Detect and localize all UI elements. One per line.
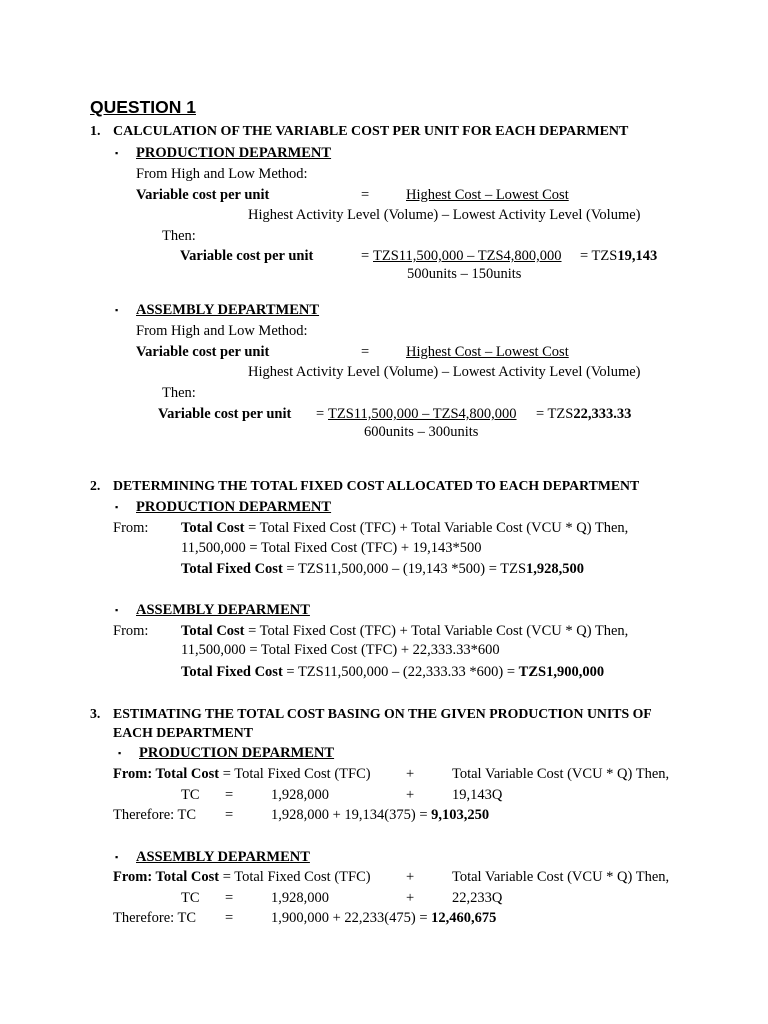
s1-assembly-then: Then: xyxy=(162,385,196,401)
s3-assembly-variable-q: 22,233Q xyxy=(452,890,503,906)
s1-production-then: Then: xyxy=(162,228,196,244)
s3-production-tfc-value: 1,928,000 xyxy=(271,787,329,803)
s3-assembly-plus-2: + xyxy=(406,890,415,906)
s1-assembly-formula-denominator: Highest Activity Level (Volume) – Lowest Activity Level (Volume) xyxy=(248,364,641,380)
section-3-heading-line2: EACH DEPARTMENT xyxy=(113,725,253,740)
s3-assembly-equals: = xyxy=(225,890,234,906)
s2-production-tfc-label: Total Fixed Cost xyxy=(181,561,283,577)
s1-assembly-calc-label: Variable cost per unit xyxy=(158,406,292,422)
s2-assembly-from: From: xyxy=(113,623,149,639)
s3-production-from-line xyxy=(113,765,371,783)
s2-assembly-tfc-line xyxy=(181,663,604,681)
s2-assembly-heading: ASSEMBLY DEPARMENT xyxy=(136,602,310,618)
s2-assembly-tc-label: Total Cost xyxy=(181,623,245,639)
s1-production-equals: = xyxy=(361,187,370,203)
s1-production-calc-label: Variable cost per unit xyxy=(180,248,314,264)
s2-assembly-tfc-label: Total Fixed Cost xyxy=(181,664,283,680)
s2-production-tc-rest: = Total Fixed Cost (TFC) + Total Variable Cost (VCU * Q) Then, xyxy=(244,520,629,536)
s1-assembly-result-prefix: = TZS xyxy=(536,406,574,422)
s1-assembly-calc-numerator: TZS11,500,000 – TZS4,800,000 xyxy=(328,406,517,422)
s3-assembly-equals-2: = xyxy=(225,910,234,926)
s3-assembly-calc: 1,900,000 + 22,233(475) = xyxy=(271,910,432,926)
s3-production-calc: 1,928,000 + 19,134(375) = xyxy=(271,807,432,823)
s3-production-from-label: From: Total Cost xyxy=(113,766,220,782)
s2-assembly-tfc-value: TZS1,900,000 xyxy=(518,664,605,680)
s3-production-equals-2: = xyxy=(225,807,234,823)
s1-production-calc-equals: = xyxy=(361,248,370,264)
s2-production-from: From: xyxy=(113,520,149,536)
section-2-heading: DETERMINING THE TOTAL FIXED COST ALLOCATED TO EACH DEPARTMENT xyxy=(113,478,640,493)
s2-assembly-tc-rest: = Total Fixed Cost (TFC) + Total Variable Cost (VCU * Q) Then, xyxy=(244,623,629,639)
s1-production-vcu-label: Variable cost per unit xyxy=(136,187,270,203)
s3-assembly-calc-line xyxy=(271,909,496,927)
s3-assembly-tfc-value: 1,928,000 xyxy=(271,890,329,906)
s1-production-calc-numerator: TZS11,500,000 – TZS4,800,000 xyxy=(373,248,562,264)
s3-production-heading: PRODUCTION DEPARMENT xyxy=(139,745,335,761)
bullet-icon: ▪ xyxy=(115,605,119,615)
page-title: QUESTION 1 xyxy=(90,97,196,117)
s2-production-tc-label: Total Cost xyxy=(181,520,245,536)
s1-assembly-calc-result xyxy=(536,405,631,423)
s3-production-plus: + xyxy=(406,766,415,782)
s3-production-variable-q: 19,143Q xyxy=(452,787,503,803)
section-2-number: 2. xyxy=(90,478,101,493)
section-1-heading: CALCULATION OF THE VARIABLE COST PER UNIT FOR EACH DEPARMENT xyxy=(113,124,629,139)
s3-assembly-from-label: From: Total Cost xyxy=(113,869,220,885)
s1-production-calc-denominator: 500units – 150units xyxy=(407,266,522,282)
bullet-icon: ▪ xyxy=(115,852,119,862)
s2-assembly-total-cost-line xyxy=(181,622,628,640)
s1-assembly-equals: = xyxy=(361,344,370,360)
s3-production-therefore: Therefore: TC xyxy=(113,807,197,823)
s3-production-equals: = xyxy=(225,787,234,803)
s1-assembly-calc-denominator: 600units – 300units xyxy=(364,424,479,440)
section-3-number: 3. xyxy=(90,706,101,721)
s1-production-heading: PRODUCTION DEPARMENT xyxy=(136,145,332,161)
s1-assembly-result-value: 22,333.33 xyxy=(573,406,632,422)
s1-production-formula-denominator: Highest Activity Level (Volume) – Lowest Activity Level (Volume) xyxy=(248,207,641,223)
s2-production-total-cost-line xyxy=(181,519,628,537)
s1-assembly-vcu-label: Variable cost per unit xyxy=(136,344,270,360)
s3-assembly-plus: + xyxy=(406,869,415,885)
s3-production-tvc: Total Variable Cost (VCU * Q) Then, xyxy=(452,766,670,782)
section-1-number: 1. xyxy=(90,124,101,139)
s1-assembly-formula-numerator: Highest Cost – Lowest Cost xyxy=(406,344,569,360)
s2-production-heading: PRODUCTION DEPARMENT xyxy=(136,499,332,515)
s1-production-method: From High and Low Method: xyxy=(136,166,308,182)
s3-assembly-from-line xyxy=(113,868,371,886)
s1-production-result-prefix: = TZS xyxy=(580,248,618,264)
bullet-icon: ▪ xyxy=(118,748,122,758)
s1-assembly-calc-equals: = xyxy=(316,406,325,422)
bullet-icon: ▪ xyxy=(115,305,119,315)
s2-assembly-tfc-rest: = TZS11,500,000 – (22,333.33 *600) = xyxy=(282,664,519,680)
section-3-heading-line1: ESTIMATING THE TOTAL COST BASING ON THE GIVEN PRODUCTION UNITS OF xyxy=(113,706,652,721)
s3-production-calc-line xyxy=(271,806,489,824)
s3-assembly-tc: TC xyxy=(181,890,200,906)
s2-production-tfc-rest: = TZS11,500,000 – (19,143 *500) = TZS xyxy=(282,561,527,577)
s3-production-from-rest: = Total Fixed Cost (TFC) xyxy=(219,766,371,782)
s3-production-plus-2: + xyxy=(406,787,415,803)
s2-production-tfc-line xyxy=(181,560,584,578)
s1-assembly-heading: ASSEMBLY DEPARTMENT xyxy=(136,302,320,318)
s2-production-tfc-value: 1,928,500 xyxy=(526,561,585,577)
s2-production-equation: 11,500,000 = Total Fixed Cost (TFC) + 19,143*500 xyxy=(181,540,482,556)
s1-assembly-method: From High and Low Method: xyxy=(136,323,308,339)
s3-assembly-therefore: Therefore: TC xyxy=(113,910,197,926)
bullet-icon: ▪ xyxy=(115,148,119,158)
s1-production-result-value: 19,143 xyxy=(617,248,658,264)
s3-production-result: 9,103,250 xyxy=(431,807,490,823)
s2-assembly-equation: 11,500,000 = Total Fixed Cost (TFC) + 22,333.33*600 xyxy=(181,642,500,658)
s3-production-tc: TC xyxy=(181,787,200,803)
bullet-icon: ▪ xyxy=(115,502,119,512)
s1-production-calc-result xyxy=(580,247,657,265)
s1-production-formula-numerator: Highest Cost – Lowest Cost xyxy=(406,187,569,203)
s3-assembly-result: 12,460,675 xyxy=(431,910,497,926)
s3-assembly-heading: ASSEMBLY DEPARMENT xyxy=(136,849,310,865)
s3-assembly-from-rest: = Total Fixed Cost (TFC) xyxy=(219,869,371,885)
s3-assembly-tvc: Total Variable Cost (VCU * Q) Then, xyxy=(452,869,670,885)
